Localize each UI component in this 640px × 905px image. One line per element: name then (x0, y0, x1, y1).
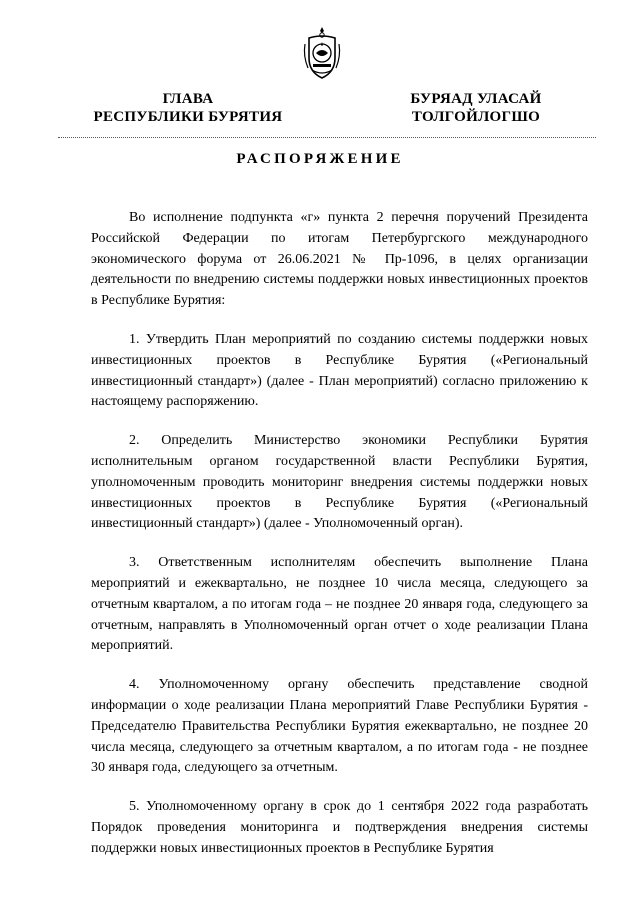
paragraph-item-2: 2. Определить Министерство экономики Республики Бурятия исполнительным органом государственной власти Республики Бурятия, уполномоченным проводить мониторинг внедрения системы поддержки новых инвестиционных проектов в Республике Бурятия («Региональный инвестиционный стандарт») (далее - Уполномоченный орган). (91, 433, 588, 532)
document-body (91, 208, 588, 860)
coat-of-arms-icon (300, 26, 344, 80)
document-title: РАСПОРЯЖЕНИЕ (236, 151, 404, 167)
paragraph-item-3: 3. Ответственным исполнителям обеспечить выполнение Плана мероприятий и ежеквартально, не позднее 10 числа месяца, следующего за отчетным кварталом, а по итогам года – не позднее 20 января года, следующего за отчетным, направлять в Уполномоченный орган отчет о ходе реализации Плана мероприятий. (91, 555, 588, 654)
header-right (378, 90, 574, 126)
paragraph-preamble: Во исполнение подпункта «г» пункта 2 перечня поручений Президента Российской Федерации по итогам Петербургского международного экономического форума от 26.06.2021 № Пр-1096, в целях организации деятельности по внедрению системы поддержки новых инвестиционных проектов в Республике Бурятия: (91, 210, 588, 309)
header-right-line1: БУРЯАД УЛАСАЙ (410, 91, 542, 107)
header-left-line2: РЕСПУБЛИКИ БУРЯТИЯ (93, 109, 283, 125)
header-right-line2: ТОЛГОЙЛОГШО (411, 109, 541, 125)
paragraph-item-1: 1. Утвердить План мероприятий по созданию системы поддержки новых инвестиционных проектов в Республике Бурятия («Региональный инвестиционный стандарт») (далее - План мероприятий) согласно приложению к настоящему распоряжению. (91, 331, 588, 410)
header-left (78, 90, 298, 126)
header-left-line1: ГЛАВА (162, 91, 214, 107)
paragraph-item-4: 4. Уполномоченному органу обеспечить представление сводной информации о ходе реализации Плана мероприятий Главе Республики Бурятия - Председателю Правительства Республики Бурятия ежеквартально, не позднее 20 числа месяца, следующего за отчетным кварталом, а по итогам года - не позднее 30 января года, следующего за отчетным. (91, 677, 588, 776)
header-divider (58, 137, 596, 138)
paragraph-item-5: 5. Уполномоченному органу в срок до 1 сентября 2022 года разработать Порядок проведения мониторинга и подтверждения внедрения системы поддержки новых инвестиционных проектов в Республике Бурятия (91, 799, 588, 856)
